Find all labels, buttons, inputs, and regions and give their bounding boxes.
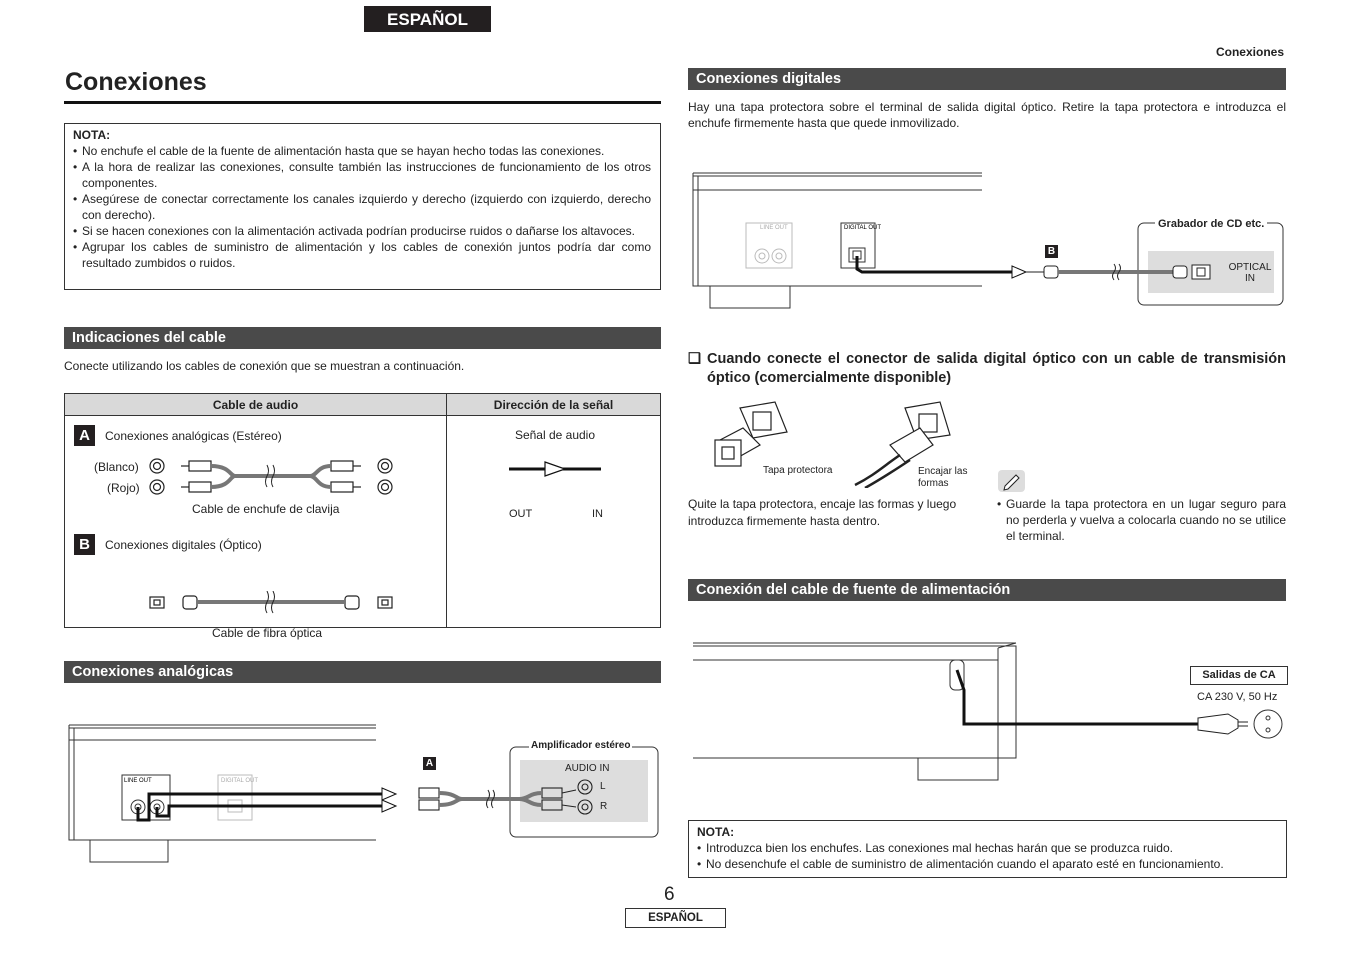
plug-cable-label: Cable de enchufe de clavija <box>192 502 340 516</box>
digital-intro: Hay una tapa protectora sobre el terminal de salida digital óptico. Retire la tapa protectora e introduzca el enchufe firmemente hasta que quede inmovilizado. <box>688 100 1286 130</box>
nota-title: NOTA: <box>73 128 111 142</box>
audio-in-label: AUDIO IN <box>565 763 610 774</box>
voltage-label: CA 230 V, 50 Hz <box>1197 691 1278 703</box>
nota-title: NOTA: <box>697 825 735 839</box>
col-header-signal: Dirección de la señal <box>447 394 661 416</box>
digital-out-text: DIGITAL OUT <box>221 778 259 784</box>
blanco-label: (Blanco) <box>94 460 139 474</box>
nota-box-bottom <box>688 820 1287 878</box>
fit-label: Encajar las formas <box>918 466 968 489</box>
fiber-cable-label: Cable de fibra óptica <box>212 626 323 640</box>
optical-tip: • Guarde la tapa protectora en un lugar seguro para no perderla y vuelva a colocarla cuando no se utilice el terminal. <box>997 497 1286 543</box>
page-title: Conexiones <box>65 68 207 96</box>
line-out-text-digital: LINE OUT <box>760 225 788 231</box>
section-heading-digital: Conexiones digitales <box>688 68 1286 90</box>
section-heading-analog: Conexiones analógicas <box>64 661 661 683</box>
section-heading-power: Conexión del cable de fuente de alimentación <box>688 579 1286 601</box>
out-label: OUT <box>509 508 533 520</box>
optical-instructions: Quite la tapa protectora, encaje las formas y luego introduzca firmemente hasta dentro. <box>688 497 957 528</box>
checkbox-icon: ❑ <box>688 351 701 367</box>
cable-intro: Conecte utilizando los cables de conexión que se muestran a continuación. <box>64 359 465 373</box>
optical-in-label: OPTICAL IN <box>1228 262 1272 284</box>
col-header-audio: Cable de audio <box>65 394 447 416</box>
badge-a-analog: A <box>423 757 436 770</box>
footer-language: ESPAÑOL <box>625 908 726 928</box>
in-label: IN <box>592 508 603 520</box>
digital-label: Conexiones digitales (Óptico) <box>105 538 262 552</box>
nota-item: • Asegúrese de conectar correctamente los canales izquierdo y derecho (izquierdo con izquierdo, derecho con derecho). <box>73 192 651 222</box>
amp-label: Amplificador estéreo <box>531 740 631 751</box>
r-label: R <box>600 801 608 812</box>
line-out-text: LINE OUT <box>124 778 152 784</box>
power-connection-diagram <box>688 640 1288 785</box>
cable-table <box>64 393 661 640</box>
ac-outlets-label: Salidas de CA <box>1190 666 1288 685</box>
optical-note-heading: ❑ Cuando conecte el conector de salida digital óptico con un cable de transmisión óptico (comercialmente disponible) <box>688 351 1286 386</box>
rca-cable-diagram <box>145 451 400 501</box>
nota-item: • Si se hacen conexiones con la alimentación activada podrían producirse ruidos o dañarse los altavoces. <box>73 224 635 238</box>
nota-item: • Introduzca bien los enchufes. Las conexiones mal hechas harán que se produzca ruido. <box>697 841 1173 855</box>
language-tab: ESPAÑOL <box>364 6 491 32</box>
nota-item: • A la hora de realizar las conexiones, consulte también las instrucciones de funcionamiento de los otros componentes. <box>73 160 651 190</box>
title-rule <box>64 101 661 104</box>
badge-b: B <box>74 534 95 555</box>
nota-item: • Agrupar los cables de suministro de alimentación y los cables de conexión juntos podría dar como resultado zumbidos o ruidos. <box>73 240 651 270</box>
badge-a: A <box>74 425 95 446</box>
cable-cell <box>65 416 447 640</box>
rojo-label: (Rojo) <box>107 481 140 495</box>
l-label: L <box>600 781 606 792</box>
analog-label: Conexiones analógicas (Estéreo) <box>105 429 282 443</box>
nota-item: • No desenchufe el cable de suministro de alimentación cuando el aparato esté en funcionamiento. <box>697 857 1224 871</box>
signal-label: Señal de audio <box>514 428 596 442</box>
pencil-icon <box>998 470 1025 492</box>
optical-cable-diagram <box>145 591 400 615</box>
badge-b-digital: B <box>1045 245 1058 258</box>
signal-cell <box>447 416 661 628</box>
digital-connection-diagram <box>688 168 1288 313</box>
page-number: 6 <box>664 884 675 905</box>
digital-out-text-digital: DIGITAL OUT <box>844 225 882 231</box>
recorder-label: Grabador de CD etc. <box>1155 218 1267 230</box>
signal-arrow <box>507 459 605 479</box>
section-heading-cable: Indicaciones del cable <box>64 327 661 349</box>
cap-label: Tapa protectora <box>763 465 833 476</box>
nota-item: • No enchufe el cable de la fuente de alimentación hasta que se hayan hecho todas las conexiones. <box>73 144 605 158</box>
nota-box-top <box>64 123 661 290</box>
running-head: Conexiones <box>1215 45 1284 59</box>
